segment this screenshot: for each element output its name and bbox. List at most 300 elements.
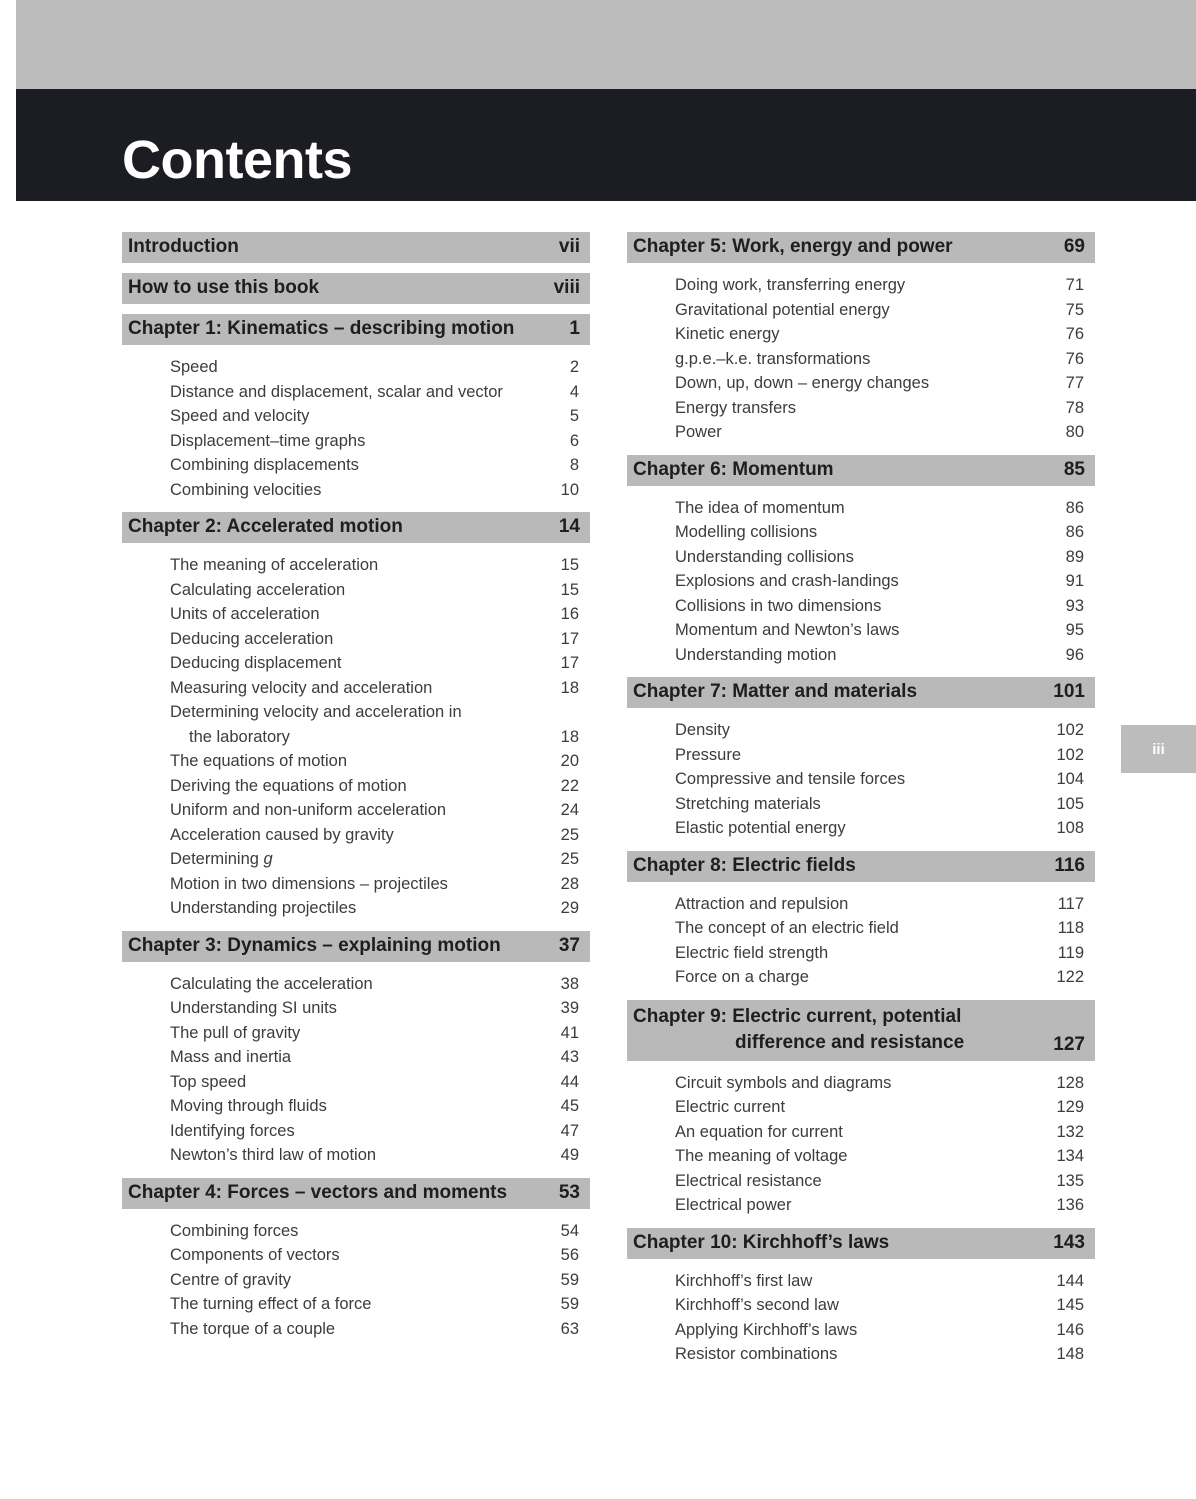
- toc-entry[interactable]: [627, 1269, 1095, 1294]
- entry-label-text: Determining velocity and acceleration in: [170, 703, 462, 721]
- toc-entry-list: [627, 1071, 1095, 1218]
- entry-label: [675, 1071, 891, 1096]
- section-title-line: Introduction: [128, 236, 239, 257]
- toc-entry[interactable]: [627, 1120, 1095, 1145]
- entry-label: [170, 996, 337, 1021]
- toc-section-heading[interactable]: [627, 232, 1095, 263]
- entry-label: [675, 767, 905, 792]
- section-title: [633, 681, 917, 703]
- entry-page-number: 80: [1065, 423, 1084, 441]
- entry-label-text: Combining forces: [170, 1221, 299, 1240]
- entry-label: [170, 1021, 300, 1046]
- section-page-number: 85: [1063, 458, 1085, 480]
- section-page-number: 69: [1063, 236, 1085, 257]
- entry-label: [675, 347, 870, 372]
- entry-label-text: Displacement–time graphs: [170, 431, 366, 450]
- entry-page-number: 25: [560, 850, 579, 868]
- entry-label-text: Kirchhoff’s first law: [675, 1271, 813, 1290]
- entry-label: [675, 941, 828, 966]
- entry-page-number: 15: [560, 580, 579, 599]
- entry-page-number: 56: [560, 1246, 579, 1264]
- toc-entry-list: [627, 718, 1095, 841]
- entry-page-number: 102: [1056, 745, 1084, 764]
- section-title-line: Chapter 7: Matter and materials: [633, 681, 918, 702]
- entry-label: [170, 774, 407, 799]
- entry-label: [170, 896, 356, 921]
- entry-label: [675, 718, 730, 743]
- entry-label: [170, 1268, 291, 1293]
- entry-label-text: Electric field strength: [675, 943, 829, 962]
- page-title: Contents: [122, 130, 352, 190]
- toc-section-heading[interactable]: [627, 851, 1095, 882]
- entry-label-text: Momentum and Newton’s laws: [675, 621, 900, 639]
- section-page-number: 127: [1053, 1033, 1085, 1055]
- entry-label: [170, 676, 432, 701]
- entry-label: [170, 1143, 376, 1168]
- entry-label: [170, 602, 320, 627]
- entry-page-number: 135: [1056, 1171, 1084, 1190]
- entry-label: [170, 972, 373, 997]
- toc-entry[interactable]: [122, 355, 590, 380]
- entry-page-number: 44: [560, 1072, 579, 1091]
- entry-label-text: Centre of gravity: [170, 1270, 292, 1289]
- toc-entry[interactable]: [122, 823, 590, 848]
- entry-label: [675, 1095, 785, 1120]
- entry-page-number: 25: [560, 825, 579, 844]
- entry-label-text: Newton’s third law of motion: [170, 1146, 377, 1164]
- section-page-number: vii: [558, 236, 580, 257]
- entry-label-text: Deducing acceleration: [170, 629, 334, 648]
- toc-entry[interactable]: [627, 396, 1095, 421]
- entry-page-number: 132: [1056, 1122, 1084, 1141]
- entry-page-number: 134: [1056, 1147, 1084, 1165]
- section-title: [128, 318, 514, 340]
- section-title-line: Chapter 8: Electric fields: [633, 854, 856, 876]
- toc-entry-list: [627, 892, 1095, 990]
- toc-entry[interactable]: [122, 749, 590, 774]
- toc-entry[interactable]: [122, 429, 590, 454]
- toc-entry[interactable]: [122, 676, 590, 701]
- entry-page-number: 47: [560, 1121, 579, 1140]
- entry-page-number: 45: [560, 1097, 579, 1115]
- toc-entry[interactable]: [627, 569, 1095, 594]
- entry-label: [170, 380, 503, 405]
- entry-label-text: Electrical power: [675, 1196, 792, 1214]
- toc-entry[interactable]: [122, 578, 590, 603]
- entry-label-text: Down, up, down – energy changes: [675, 374, 930, 392]
- entry-page-number: 4: [569, 382, 579, 401]
- entry-label-text: The turning effect of a force: [170, 1295, 372, 1313]
- entry-label: [675, 396, 796, 421]
- entry-label: [170, 578, 345, 603]
- entry-label: [675, 816, 846, 841]
- entry-label-text: Top speed: [170, 1072, 247, 1091]
- entry-label-text: Circuit symbols and diagrams: [675, 1073, 892, 1092]
- entry-page-number: 59: [560, 1295, 579, 1313]
- toc-entry-list: [122, 1219, 590, 1342]
- entry-page-number: 18: [560, 727, 579, 746]
- toc-entry[interactable]: [122, 798, 590, 823]
- entry-page-number: 145: [1056, 1296, 1084, 1314]
- entry-page-number: 15: [560, 556, 579, 574]
- entry-page-number: 86: [1065, 498, 1084, 517]
- section-title-line: Chapter 2: Accelerated motion: [128, 516, 403, 537]
- toc-entry[interactable]: [122, 1219, 590, 1244]
- entry-label-text: Compressive and tensile forces: [675, 770, 906, 788]
- entry-label-text-2: the laboratory: [189, 727, 290, 746]
- entry-label-text: Electrical resistance: [675, 1171, 822, 1190]
- entry-label: [675, 792, 821, 817]
- entry-label-text: Modelling collisions: [675, 523, 818, 541]
- entry-label: [675, 892, 848, 917]
- section-page-number: 37: [558, 934, 580, 956]
- entry-page-number: 24: [560, 801, 579, 819]
- section-title-line: How to use this book: [128, 277, 320, 298]
- entry-label-text: Kinetic energy: [675, 325, 780, 343]
- toc-section-heading[interactable]: [122, 232, 590, 263]
- toc-entry[interactable]: [122, 1292, 590, 1317]
- entry-label-text: Power: [675, 423, 722, 441]
- entry-label-text: Uniform and non-uniform acceleration: [170, 801, 447, 819]
- section-page-number: viii: [553, 277, 580, 298]
- entry-page-number: 148: [1056, 1345, 1084, 1363]
- entry-label: [170, 1317, 335, 1342]
- entry-label: [170, 1119, 295, 1144]
- section-title-line: Chapter 1: Kinematics – describing motion: [128, 318, 515, 339]
- entry-page-number: 17: [560, 654, 579, 672]
- toc-entry[interactable]: [627, 618, 1095, 643]
- entry-label-text: Pressure: [675, 745, 742, 764]
- entry-page-number: 76: [1065, 325, 1084, 343]
- entry-page-number: 41: [560, 1023, 579, 1042]
- entry-page-number: 17: [560, 629, 579, 648]
- toc-entry[interactable]: [122, 847, 590, 872]
- entry-page-number: 136: [1056, 1196, 1084, 1214]
- entry-page-number: 144: [1056, 1271, 1084, 1290]
- entry-page-number: 22: [560, 776, 579, 795]
- toc-entry[interactable]: [627, 298, 1095, 323]
- section-title-line: Chapter 10: Kirchhoff’s laws: [633, 1231, 890, 1253]
- entry-label: [675, 743, 741, 768]
- entry-label: [675, 569, 899, 594]
- entry-label-text: The equations of motion: [170, 752, 348, 770]
- toc-entry[interactable]: [627, 496, 1095, 521]
- entry-label: [675, 1293, 839, 1318]
- toc-entry[interactable]: [627, 965, 1095, 990]
- entry-page-number: 96: [1065, 645, 1084, 664]
- section-page-number: 1: [569, 318, 580, 339]
- entry-label-text: An equation for current: [675, 1122, 843, 1141]
- toc-entry-list: [627, 1269, 1095, 1367]
- entry-label-text: The idea of momentum: [675, 498, 845, 517]
- toc-entry[interactable]: [627, 1169, 1095, 1194]
- toc-entry[interactable]: [627, 643, 1095, 668]
- entry-page-number: 75: [1065, 300, 1084, 319]
- entry-page-number: 117: [1057, 894, 1084, 913]
- entry-label: [675, 371, 929, 396]
- entry-page-number: 38: [560, 974, 579, 993]
- section-title: [633, 1232, 889, 1254]
- toc-entry[interactable]: [122, 478, 590, 503]
- toc-entry-list: [122, 355, 590, 502]
- toc-entry-list: [122, 972, 590, 1168]
- entry-label-text: Acceleration caused by gravity: [170, 825, 394, 844]
- entry-page-number: 129: [1056, 1098, 1084, 1116]
- entry-label: [170, 627, 333, 652]
- toc-entry[interactable]: [122, 627, 590, 652]
- toc-entry[interactable]: [122, 700, 590, 749]
- entry-page-number: 8: [569, 456, 579, 474]
- toc-entry[interactable]: [627, 916, 1095, 941]
- toc-entry[interactable]: [627, 941, 1095, 966]
- section-title: [633, 855, 856, 877]
- entry-label-text: Speed: [170, 358, 218, 376]
- entry-label: [170, 553, 378, 578]
- entry-label-text: g.p.e.–k.e. transformations: [675, 349, 871, 368]
- toc-entry[interactable]: [627, 545, 1095, 570]
- entry-page-number: 128: [1056, 1073, 1084, 1092]
- entry-page-number: 63: [560, 1319, 579, 1338]
- toc-section-heading[interactable]: [122, 512, 590, 543]
- entry-label-text: Mass and inertia: [170, 1048, 292, 1066]
- entry-label-text: Units of acceleration: [170, 605, 320, 623]
- entry-label: [675, 420, 722, 445]
- entry-label-text: Stretching materials: [675, 794, 821, 813]
- section-title: [633, 236, 953, 258]
- entry-label-text: Calculating the acceleration: [170, 974, 373, 993]
- toc-entry[interactable]: [627, 792, 1095, 817]
- entry-page-number: 76: [1065, 349, 1084, 368]
- entry-label: [675, 298, 890, 323]
- entry-label-text: Doing work, transferring energy: [675, 276, 906, 294]
- toc-entry[interactable]: [122, 602, 590, 627]
- toc-entry[interactable]: [122, 1045, 590, 1070]
- toc-entry[interactable]: [627, 892, 1095, 917]
- toc-entry[interactable]: [627, 273, 1095, 298]
- entry-label: [170, 749, 347, 774]
- entry-page-number: 77: [1065, 374, 1084, 392]
- entry-page-number: 29: [560, 899, 579, 917]
- toc-entry[interactable]: [122, 972, 590, 997]
- toc-entry[interactable]: [122, 1070, 590, 1095]
- entry-label: [675, 618, 899, 643]
- entry-label: [675, 1269, 812, 1294]
- section-title-line: Chapter 5: Work, energy and power: [633, 236, 953, 257]
- entry-label-text: Combining displacements: [170, 456, 359, 474]
- toc-entry-list: [627, 496, 1095, 668]
- entry-label: [675, 273, 905, 298]
- entry-page-number: 122: [1056, 968, 1084, 986]
- entry-label-text: Attraction and repulsion: [675, 894, 849, 913]
- section-page-number: 143: [1053, 1231, 1085, 1253]
- entry-page-number: 102: [1056, 721, 1084, 739]
- toc-section-heading[interactable]: [627, 1000, 1095, 1061]
- entry-page-number: 78: [1065, 398, 1084, 417]
- toc-entry[interactable]: [627, 520, 1095, 545]
- entry-page-number: 105: [1056, 794, 1084, 813]
- entry-label: [675, 1120, 843, 1145]
- entry-label-text: Gravitational potential energy: [675, 300, 890, 319]
- entry-label-text: The torque of a couple: [170, 1319, 336, 1338]
- toc-section-heading[interactable]: [627, 677, 1095, 708]
- entry-label-text: Identifying forces: [170, 1121, 295, 1140]
- entry-label-text: Motion in two dimensions – projectiles: [170, 874, 448, 893]
- toc-entry[interactable]: [627, 743, 1095, 768]
- toc-entry-list: [122, 553, 590, 921]
- toc-section-heading[interactable]: [122, 273, 590, 304]
- toc-entry[interactable]: [627, 767, 1095, 792]
- toc-entry[interactable]: [122, 380, 590, 405]
- entry-label-text: Speed and velocity: [170, 407, 310, 425]
- entry-label-text: Determining g: [170, 850, 273, 868]
- toc-entry[interactable]: [627, 718, 1095, 743]
- page-number-tab: [1121, 725, 1196, 773]
- toc-entry[interactable]: [122, 1021, 590, 1046]
- entry-label: [170, 429, 365, 454]
- entry-label: [675, 1342, 837, 1367]
- entry-label-text: Elastic potential energy: [675, 819, 846, 837]
- toc-entry[interactable]: [627, 1095, 1095, 1120]
- entry-label: [675, 1169, 822, 1194]
- toc-right-column: [627, 232, 1095, 1377]
- entry-label: [170, 700, 462, 749]
- entry-page-number: 39: [560, 999, 579, 1017]
- entry-label: [170, 1094, 327, 1119]
- title-band: [16, 89, 1196, 201]
- section-title-line: Chapter 6: Momentum: [633, 458, 834, 480]
- section-title-line: Chapter 3: Dynamics – explaining motion: [128, 934, 501, 956]
- entry-page-number: 6: [569, 431, 579, 450]
- entry-label-text: Electric current: [675, 1098, 786, 1116]
- entry-label-text: The pull of gravity: [170, 1023, 301, 1042]
- entry-label-text: Calculating acceleration: [170, 580, 346, 599]
- toc-entry[interactable]: [122, 553, 590, 578]
- entry-label-text: Understanding SI units: [170, 999, 337, 1017]
- entry-page-number: 43: [560, 1048, 579, 1066]
- entry-label: [675, 1144, 847, 1169]
- entry-page-number: 20: [560, 752, 579, 770]
- toc-entry[interactable]: [627, 1071, 1095, 1096]
- entry-label-text: Deducing displacement: [170, 654, 342, 672]
- entry-label: [170, 478, 321, 503]
- section-page-number: 116: [1054, 854, 1085, 876]
- toc-entry[interactable]: [122, 651, 590, 676]
- entry-page-number: 18: [560, 678, 579, 697]
- toc-entry[interactable]: [122, 1119, 590, 1144]
- toc-section-heading[interactable]: [122, 314, 590, 345]
- toc-entry[interactable]: [122, 996, 590, 1021]
- toc-entry[interactable]: [627, 1342, 1095, 1367]
- toc-entry[interactable]: [122, 774, 590, 799]
- section-title: [128, 236, 239, 258]
- toc-entry[interactable]: [122, 1094, 590, 1119]
- entry-label-text: Understanding projectiles: [170, 899, 357, 917]
- entry-page-number: 118: [1057, 919, 1084, 937]
- entry-label-text: The meaning of voltage: [675, 1147, 848, 1165]
- toc-entry[interactable]: [122, 1143, 590, 1168]
- entry-page-number: 71: [1065, 276, 1084, 294]
- toc-entry[interactable]: [627, 1318, 1095, 1343]
- entry-label: [675, 496, 845, 521]
- toc-entry[interactable]: [627, 1144, 1095, 1169]
- section-title: [633, 459, 834, 481]
- entry-label: [675, 545, 854, 570]
- toc-entry[interactable]: [627, 420, 1095, 445]
- entry-label: [170, 355, 218, 380]
- section-title: [633, 1004, 964, 1056]
- toc-entry[interactable]: [122, 1243, 590, 1268]
- toc-entry[interactable]: [122, 872, 590, 897]
- entry-label: [675, 643, 836, 668]
- header-top-band: [16, 0, 1196, 89]
- section-title: [128, 277, 319, 299]
- toc-entry[interactable]: [122, 1317, 590, 1342]
- toc-section-heading[interactable]: [627, 1228, 1095, 1259]
- entry-label-text: Components of vectors: [170, 1246, 340, 1264]
- section-title: [128, 516, 403, 538]
- toc-section-heading[interactable]: [122, 1178, 590, 1209]
- section-page-number: 101: [1053, 681, 1085, 702]
- toc-section-heading[interactable]: [122, 931, 590, 962]
- entry-label-text: Distance and displacement, scalar and vector: [170, 382, 503, 401]
- entry-label: [170, 847, 273, 872]
- entry-label-text: Understanding collisions: [675, 547, 854, 566]
- toc-entry[interactable]: [627, 816, 1095, 841]
- toc-entry[interactable]: [122, 896, 590, 921]
- entry-label: [675, 916, 899, 941]
- toc-entry[interactable]: [122, 404, 590, 429]
- toc-left-column: [122, 232, 590, 1351]
- page-number: iii: [1152, 740, 1165, 758]
- entry-label-text: Applying Kirchhoff’s laws: [675, 1320, 858, 1339]
- entry-label: [170, 404, 309, 429]
- toc-entry[interactable]: [627, 594, 1095, 619]
- entry-label: [675, 965, 809, 990]
- entry-label: [170, 872, 448, 897]
- entry-label: [170, 1045, 291, 1070]
- toc-entry[interactable]: [627, 1293, 1095, 1318]
- entry-label-text: The concept of an electric field: [675, 919, 899, 937]
- toc-entry[interactable]: [627, 322, 1095, 347]
- entry-page-number: 119: [1057, 943, 1084, 962]
- entry-page-number: 5: [569, 407, 579, 425]
- toc-entry[interactable]: [627, 347, 1095, 372]
- toc-entry[interactable]: [122, 453, 590, 478]
- entry-label: [170, 1243, 340, 1268]
- entry-label: [170, 1070, 246, 1095]
- entry-page-number: 10: [560, 480, 579, 499]
- entry-page-number: 93: [1065, 596, 1084, 615]
- entry-label-text: Density: [675, 721, 731, 739]
- toc-entry[interactable]: [122, 1268, 590, 1293]
- toc-entry[interactable]: [627, 371, 1095, 396]
- entry-label: [675, 322, 780, 347]
- entry-label-text: Moving through fluids: [170, 1097, 327, 1115]
- entry-label: [170, 1292, 371, 1317]
- section-title-line: Chapter 4: Forces – vectors and moments: [128, 1181, 508, 1203]
- entry-page-number: 28: [560, 874, 579, 893]
- entry-page-number: 95: [1065, 621, 1084, 639]
- entry-label-text: Force on a charge: [675, 968, 809, 986]
- toc-section-heading[interactable]: [627, 455, 1095, 486]
- entry-page-number: 89: [1065, 547, 1084, 566]
- entry-label: [170, 798, 446, 823]
- entry-page-number: 146: [1056, 1320, 1084, 1339]
- section-title-line-2: difference and resistance: [735, 1031, 965, 1053]
- toc-entry[interactable]: [627, 1193, 1095, 1218]
- entry-page-number: 59: [560, 1270, 579, 1289]
- entry-label-text: Deriving the equations of motion: [170, 776, 407, 795]
